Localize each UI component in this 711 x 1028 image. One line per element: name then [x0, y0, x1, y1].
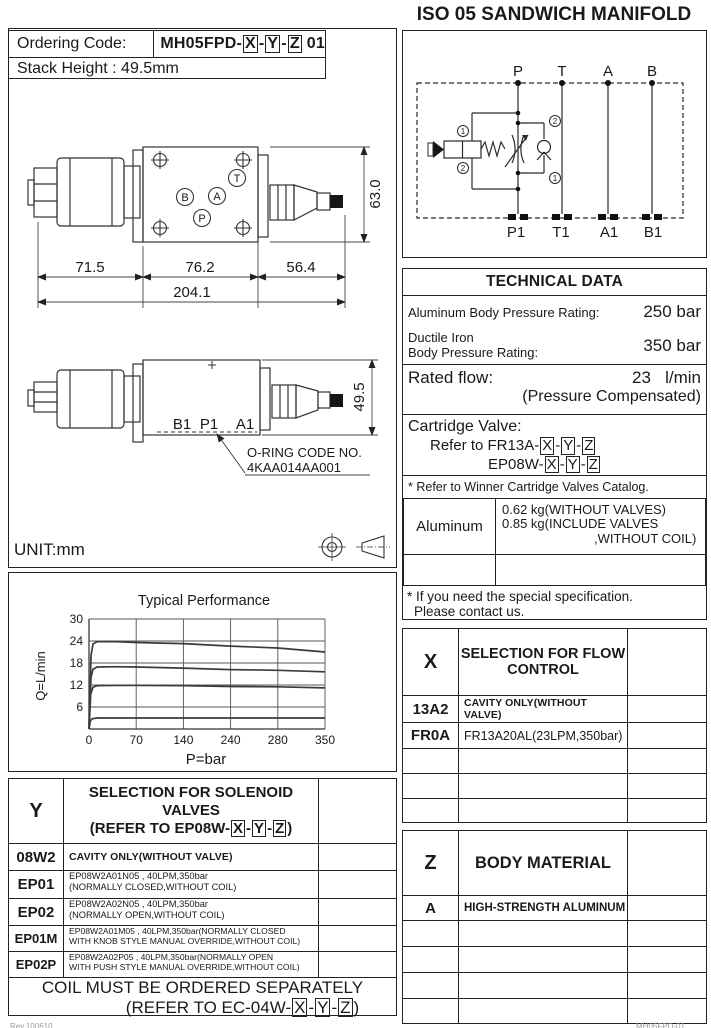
port-b1-label: B1: [172, 416, 192, 433]
x-table-header: SELECTION FOR FLOW CONTROL: [459, 629, 628, 695]
x-selection-table: [402, 628, 707, 823]
chart-xlabel: P=bar: [185, 751, 227, 768]
cartridge-title: Cartridge Valve:: [408, 418, 522, 436]
empty-row: [403, 972, 459, 998]
x-row-desc: FR13A20AL(23LPM,350bar): [459, 722, 628, 748]
dimension-drawing-front-view: [12, 350, 392, 485]
z-table-key: Z: [403, 831, 459, 895]
hydraulic-schematic: [403, 31, 705, 256]
cartridge-hex: [270, 185, 294, 220]
weight-empty-cell: [404, 554, 496, 585]
svg-text:6: 6: [76, 700, 83, 714]
cartridge-stem: [317, 193, 330, 210]
right-plate: [258, 155, 268, 237]
page-title: ISO 05 SANDWICH MANIFOLD: [416, 4, 692, 25]
y-row-desc: EP08W2A02P05 , 40LPM,350bar(NORMALLY OPEN WITH PUSH STYLE MANUAL OVERRIDE,WITHOUT COIL): [64, 951, 319, 977]
solenoid-actuator-symbol: [433, 141, 444, 158]
solenoid-port2-label: 2: [460, 164, 466, 173]
empty-row: [403, 798, 459, 822]
junction-dots: [515, 80, 655, 191]
cartridge-valve-row: [403, 415, 706, 476]
schematic-port-p: P: [512, 63, 524, 80]
schematic-port-a1: A1: [599, 224, 619, 241]
svg-text:30: 30: [69, 612, 83, 626]
performance-chart-panel: [8, 572, 397, 772]
x-row-code: FR0A: [403, 722, 459, 748]
code-sep: -: [281, 35, 287, 52]
coil-note-line2: (REFER TO EC-04W- X - Y - Z ): [125, 997, 360, 1017]
svg-text:140: 140: [173, 733, 194, 747]
x-row-code: 13A2: [403, 695, 459, 722]
svg-text:70: 70: [129, 733, 143, 747]
special-note: * If you need the special specification. Please contact us.: [407, 588, 633, 619]
schematic-port-b: B: [646, 63, 658, 80]
coupling-nut: [124, 376, 140, 422]
coil-note-line1: COIL MUST BE ORDERED SEPARATELY: [41, 978, 364, 997]
cartridge-taper: [294, 185, 317, 220]
code-z-box: Z: [289, 34, 300, 52]
z-row-code: A: [403, 895, 459, 920]
solenoid-tube: [57, 370, 124, 428]
svg-text:240: 240: [220, 733, 241, 747]
flow-control-symbol: [512, 135, 515, 163]
value: 350 bar: [643, 335, 701, 355]
code-y-box: Y: [267, 34, 279, 52]
solenoid-port1-label: 1: [460, 127, 466, 136]
projection-symbol-icon: [312, 530, 392, 564]
dim-56-4: 56.4: [286, 259, 316, 276]
svg-text:12: 12: [69, 678, 83, 692]
curve-17lpm: [89, 667, 325, 729]
cartridge-taper: [296, 385, 318, 418]
y-row-desc: CAVITY ONLY(WITHOUT VALVE): [64, 843, 319, 870]
cartridge-stem: [318, 392, 330, 408]
dimension-drawing-top-view: [12, 130, 392, 316]
cartridge-ref1: Refer to FR13A- X - Y - Z: [430, 437, 594, 455]
y-row-code: 08W2: [9, 843, 64, 870]
code-sep: -: [258, 35, 265, 52]
cartridge-ref2: EP08W- X - Y - Z: [488, 456, 598, 474]
pressure-rating-aluminum: [403, 296, 706, 328]
weight-table: [403, 498, 706, 586]
coupling-nut: [124, 166, 140, 218]
label: Rated flow:: [408, 367, 494, 387]
oring-code-label: O-RING CODE NO.: [247, 445, 362, 460]
port-p1-label: P1: [199, 416, 219, 433]
empty-row: [403, 773, 459, 798]
rated-flow-row: [403, 365, 706, 415]
svg-text:280: 280: [267, 733, 288, 747]
code-suffix: 01: [306, 35, 325, 52]
schematic-panel: [402, 30, 707, 258]
check-port1-label: 1: [552, 174, 558, 183]
code-prefix: MH05FPD-: [160, 35, 242, 52]
empty-row: [403, 946, 459, 972]
y-table-key: Y: [9, 779, 64, 843]
empty-row: [403, 748, 459, 773]
port-p-label: P: [198, 213, 206, 225]
cartridge-tip: [330, 394, 343, 407]
schematic-port-p1: P1: [506, 224, 526, 241]
valve-end-cap: [28, 180, 34, 205]
y-row-code: EP02P: [9, 951, 64, 977]
technical-data-header: TECHNICAL DATA: [403, 269, 706, 296]
x-table-key: X: [403, 629, 459, 695]
valve-end-cap: [28, 390, 34, 406]
port-t-label: T: [233, 173, 241, 185]
right-plate: [260, 368, 270, 430]
ordering-code-box: [8, 30, 326, 79]
revision-mark-left: Rev.100610: [10, 1022, 53, 1028]
schematic-port-t1: T1: [552, 224, 570, 241]
code-x-box: X: [245, 34, 256, 52]
z-selection-table: [402, 830, 707, 1024]
ordering-code-row: [9, 31, 325, 58]
label: Ductile Iron Body Pressure Rating:: [408, 330, 539, 360]
hex-nut: [34, 168, 57, 217]
unit-note: UNIT:mm: [14, 540, 85, 559]
ordering-code-value: [154, 31, 325, 57]
curve-3lpm: [89, 718, 325, 729]
y-row-code: EP01M: [9, 925, 64, 951]
hex-nut: [34, 382, 57, 412]
schematic-port-a: A: [602, 63, 614, 80]
oring-code-number: 4KAA014AA001: [247, 460, 341, 475]
value: 250 bar: [643, 302, 701, 322]
weight-values: 0.62 kg(WITHOUT VALVES) 0.85 kg(INCLUDE VALVES ,WITHOUT COIL): [502, 501, 697, 546]
svg-text:24: 24: [69, 634, 83, 648]
coil-note: [9, 977, 396, 1017]
svg-text:0: 0: [85, 733, 93, 747]
left-plate: [133, 150, 143, 242]
pressure-rating-ductile: [403, 328, 706, 365]
y-row-desc: EP08W2A02N05 , 40LPM,350bar (NORMALLY OPEN,WITHOUT COIL): [64, 898, 319, 925]
y-row-code: EP01: [9, 870, 64, 898]
spring-symbol: [481, 142, 505, 156]
cartridge-hex: [272, 385, 296, 418]
y-header-line2: (REFER TO EP08W- X - Y - Z ): [89, 819, 293, 837]
x-row-desc: CAVITY ONLY(WITHOUT VALVE): [459, 695, 628, 722]
chart-ylabel: Q=L/min: [33, 651, 48, 701]
weight-empty-cell: [496, 554, 705, 585]
cartridge-footnote: * Refer to Winner Cartridge Valves Catalog.: [408, 480, 649, 495]
y-selection-table: [8, 778, 397, 1016]
dim-76-2: 76.2: [185, 259, 215, 276]
label: Aluminum Body Pressure Rating:: [408, 304, 600, 320]
technical-data-panel: [402, 268, 707, 620]
performance-chart: [9, 573, 395, 770]
svg-text:18: 18: [69, 656, 83, 670]
flow-note: (Pressure Compensated): [522, 387, 701, 405]
check-port2-label: 2: [552, 117, 558, 126]
value: 23 l/min: [632, 367, 701, 387]
port-a1-label: A1: [235, 416, 255, 433]
empty-row: [403, 998, 459, 1023]
y-header-line1: SELECTION FOR SOLENOID VALVES: [88, 784, 294, 820]
port-flanges: [508, 214, 662, 220]
z-table-header: BODY MATERIAL: [459, 831, 628, 895]
y-row-desc: EP08W2A01N05 , 40LPM,350bar (NORMALLY CLOSED,WITHOUT COIL): [64, 870, 319, 898]
port-a-label: A: [213, 191, 221, 203]
port-b-label: B: [181, 192, 189, 204]
weight-material: Aluminum: [404, 499, 496, 554]
check-valve-symbol: [538, 141, 551, 154]
ordering-code-label: Ordering Code:: [9, 31, 154, 57]
y-row-code: EP02: [9, 898, 64, 925]
y-row-desc: EP08W2A01M05 , 40LPM,350bar(NORMALLY CLOSED WITH KNOB STYLE MANUAL OVERRIDE,WITHOUT COIL): [64, 925, 319, 951]
z-row-desc: HIGH-STRENGTH ALUMINUM: [459, 895, 628, 920]
revision-mark-right: MH05FPD-01: [636, 1022, 685, 1028]
solenoid-tube: [57, 158, 124, 226]
dim-71-5: 71.5: [75, 259, 105, 276]
schematic-port-t: T: [557, 63, 567, 80]
stack-height-label: Stack Height : 49.5mm: [17, 59, 179, 77]
dim-49-5: 49.5: [351, 382, 368, 412]
cartridge-tip: [330, 195, 343, 208]
dim-63-0: 63.0: [367, 179, 384, 209]
schematic-port-b1: B1: [643, 224, 663, 241]
chart-title: Typical Performance: [137, 593, 271, 609]
y-table-header: [64, 779, 319, 843]
empty-row: [403, 920, 459, 946]
dim-204-1: 204.1: [173, 284, 211, 301]
svg-text:350: 350: [314, 733, 336, 747]
